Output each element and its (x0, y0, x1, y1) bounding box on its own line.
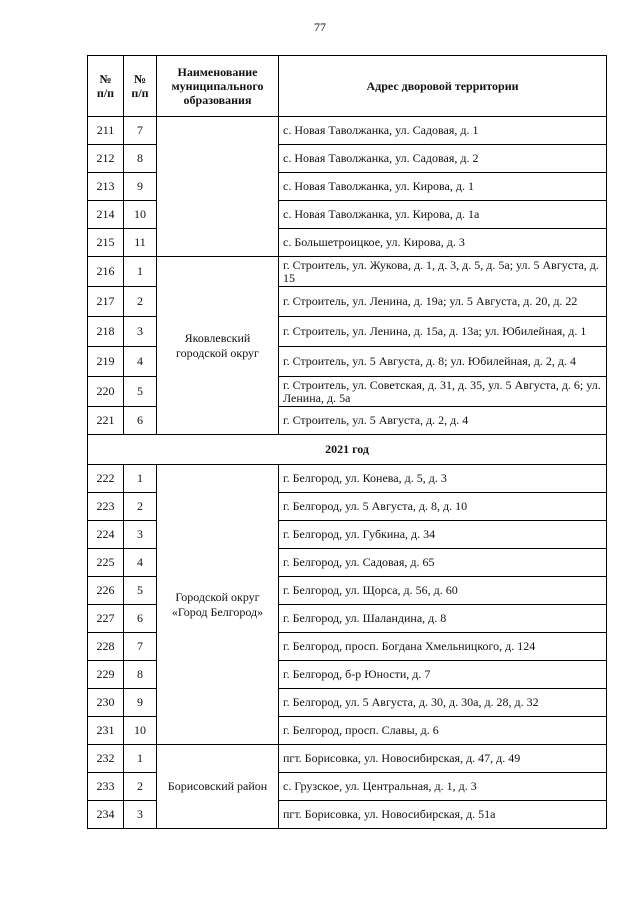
group-row-number: 8 (124, 145, 157, 173)
row-number: 228 (88, 633, 124, 661)
address-cell: пгт. Борисовка, ул. Новосибирская, д. 51а (279, 801, 607, 829)
group-row-number: 1 (124, 257, 157, 287)
address-cell: г. Белгород, ул. Щорса, д. 56, д. 60 (279, 577, 607, 605)
municipality-cell: Яковлевский городской округ (157, 257, 279, 435)
row-number: 230 (88, 689, 124, 717)
row-number: 219 (88, 347, 124, 377)
address-cell: г. Строитель, ул. 5 Августа, д. 8; ул. Юбилейная, д. 2, д. 4 (279, 347, 607, 377)
group-row-number: 3 (124, 317, 157, 347)
address-cell: с. Большетроицкое, ул. Кирова, д. 3 (279, 229, 607, 257)
address-cell: г. Белгород, ул. 5 Августа, д. 8, д. 10 (279, 493, 607, 521)
row-number: 226 (88, 577, 124, 605)
group-row-number: 3 (124, 521, 157, 549)
address-cell: г. Строитель, ул. Ленина, д. 15а, д. 13а; ул. Юбилейная, д. 1 (279, 317, 607, 347)
table-header-row (88, 56, 607, 117)
page-number: 77 (314, 20, 326, 34)
address-cell: с. Грузское, ул. Центральная, д. 1, д. 3 (279, 773, 607, 801)
group-row-number: 6 (124, 605, 157, 633)
group-row-number: 4 (124, 347, 157, 377)
row-number: 224 (88, 521, 124, 549)
address-cell: г. Строитель, ул. Советская, д. 31, д. 35, ул. 5 Августа, д. 6; ул. Ленина, д. 5а (279, 377, 607, 407)
address-cell: г. Белгород, ул. Конева, д. 5, д. 3 (279, 465, 607, 493)
row-number: 233 (88, 773, 124, 801)
group-row-number: 10 (124, 717, 157, 745)
row-number: 216 (88, 257, 124, 287)
group-row-number: 10 (124, 201, 157, 229)
header-row-number: № п/п (88, 56, 124, 117)
row-number: 217 (88, 287, 124, 317)
address-cell: г. Строитель, ул. Ленина, д. 19а; ул. 5 Августа, д. 20, д. 22 (279, 287, 607, 317)
row-number: 227 (88, 605, 124, 633)
municipality-cell: Городской округ «Город Белгород» (157, 465, 279, 745)
header-address: Адрес дворовой территории (279, 56, 607, 117)
address-cell: с. Новая Таволжанка, ул. Садовая, д. 1 (279, 117, 607, 145)
row-number: 221 (88, 407, 124, 435)
address-cell: с. Новая Таволжанка, ул. Кирова, д. 1а (279, 201, 607, 229)
address-cell: г. Белгород, ул. Шаландина, д. 8 (279, 605, 607, 633)
group-row-number: 1 (124, 745, 157, 773)
row-number: 223 (88, 493, 124, 521)
group-row-number: 11 (124, 229, 157, 257)
address-cell: г. Белгород, ул. Губкина, д. 34 (279, 521, 607, 549)
address-cell: г. Белгород, ул. Садовая, д. 65 (279, 549, 607, 577)
row-number: 222 (88, 465, 124, 493)
group-row-number: 9 (124, 173, 157, 201)
address-cell: с. Новая Таволжанка, ул. Садовая, д. 2 (279, 145, 607, 173)
year-section-row (88, 435, 607, 465)
group-row-number: 3 (124, 801, 157, 829)
year-section-title: 2021 год (88, 435, 607, 465)
group-row-number: 2 (124, 287, 157, 317)
table-row (88, 745, 607, 773)
row-number: 218 (88, 317, 124, 347)
group-row-number: 1 (124, 465, 157, 493)
address-cell: г. Белгород, просп. Богдана Хмельницкого, д. 124 (279, 633, 607, 661)
table-row (88, 117, 607, 145)
address-cell: г. Строитель, ул. 5 Августа, д. 2, д. 4 (279, 407, 607, 435)
row-number: 215 (88, 229, 124, 257)
municipality-cell (157, 117, 279, 257)
group-row-number: 4 (124, 549, 157, 577)
group-row-number: 5 (124, 377, 157, 407)
row-number: 234 (88, 801, 124, 829)
row-number: 211 (88, 117, 124, 145)
group-row-number: 2 (124, 773, 157, 801)
row-number: 232 (88, 745, 124, 773)
header-group-number: № п/п (124, 56, 157, 117)
table-row (88, 257, 607, 287)
address-cell: г. Белгород, ул. 5 Августа, д. 30, д. 30а, д. 28, д. 32 (279, 689, 607, 717)
table-row (88, 465, 607, 493)
group-row-number: 9 (124, 689, 157, 717)
address-cell: г. Белгород, просп. Славы, д. 6 (279, 717, 607, 745)
address-cell: г. Белгород, б-р Юности, д. 7 (279, 661, 607, 689)
row-number: 220 (88, 377, 124, 407)
row-number: 214 (88, 201, 124, 229)
courtyard-register-table (87, 55, 607, 829)
municipality-cell: Борисовский район (157, 745, 279, 829)
row-number: 212 (88, 145, 124, 173)
row-number: 225 (88, 549, 124, 577)
address-cell: с. Новая Таволжанка, ул. Кирова, д. 1 (279, 173, 607, 201)
row-number: 229 (88, 661, 124, 689)
address-cell: г. Строитель, ул. Жукова, д. 1, д. 3, д. 5, д. 5а; ул. 5 Августа, д. 15 (279, 257, 607, 287)
group-row-number: 7 (124, 117, 157, 145)
address-cell: пгт. Борисовка, ул. Новосибирская, д. 47, д. 49 (279, 745, 607, 773)
group-row-number: 7 (124, 633, 157, 661)
group-row-number: 2 (124, 493, 157, 521)
group-row-number: 6 (124, 407, 157, 435)
row-number: 231 (88, 717, 124, 745)
header-municipality: Наименование муниципального образования (157, 56, 279, 117)
group-row-number: 5 (124, 577, 157, 605)
row-number: 213 (88, 173, 124, 201)
group-row-number: 8 (124, 661, 157, 689)
